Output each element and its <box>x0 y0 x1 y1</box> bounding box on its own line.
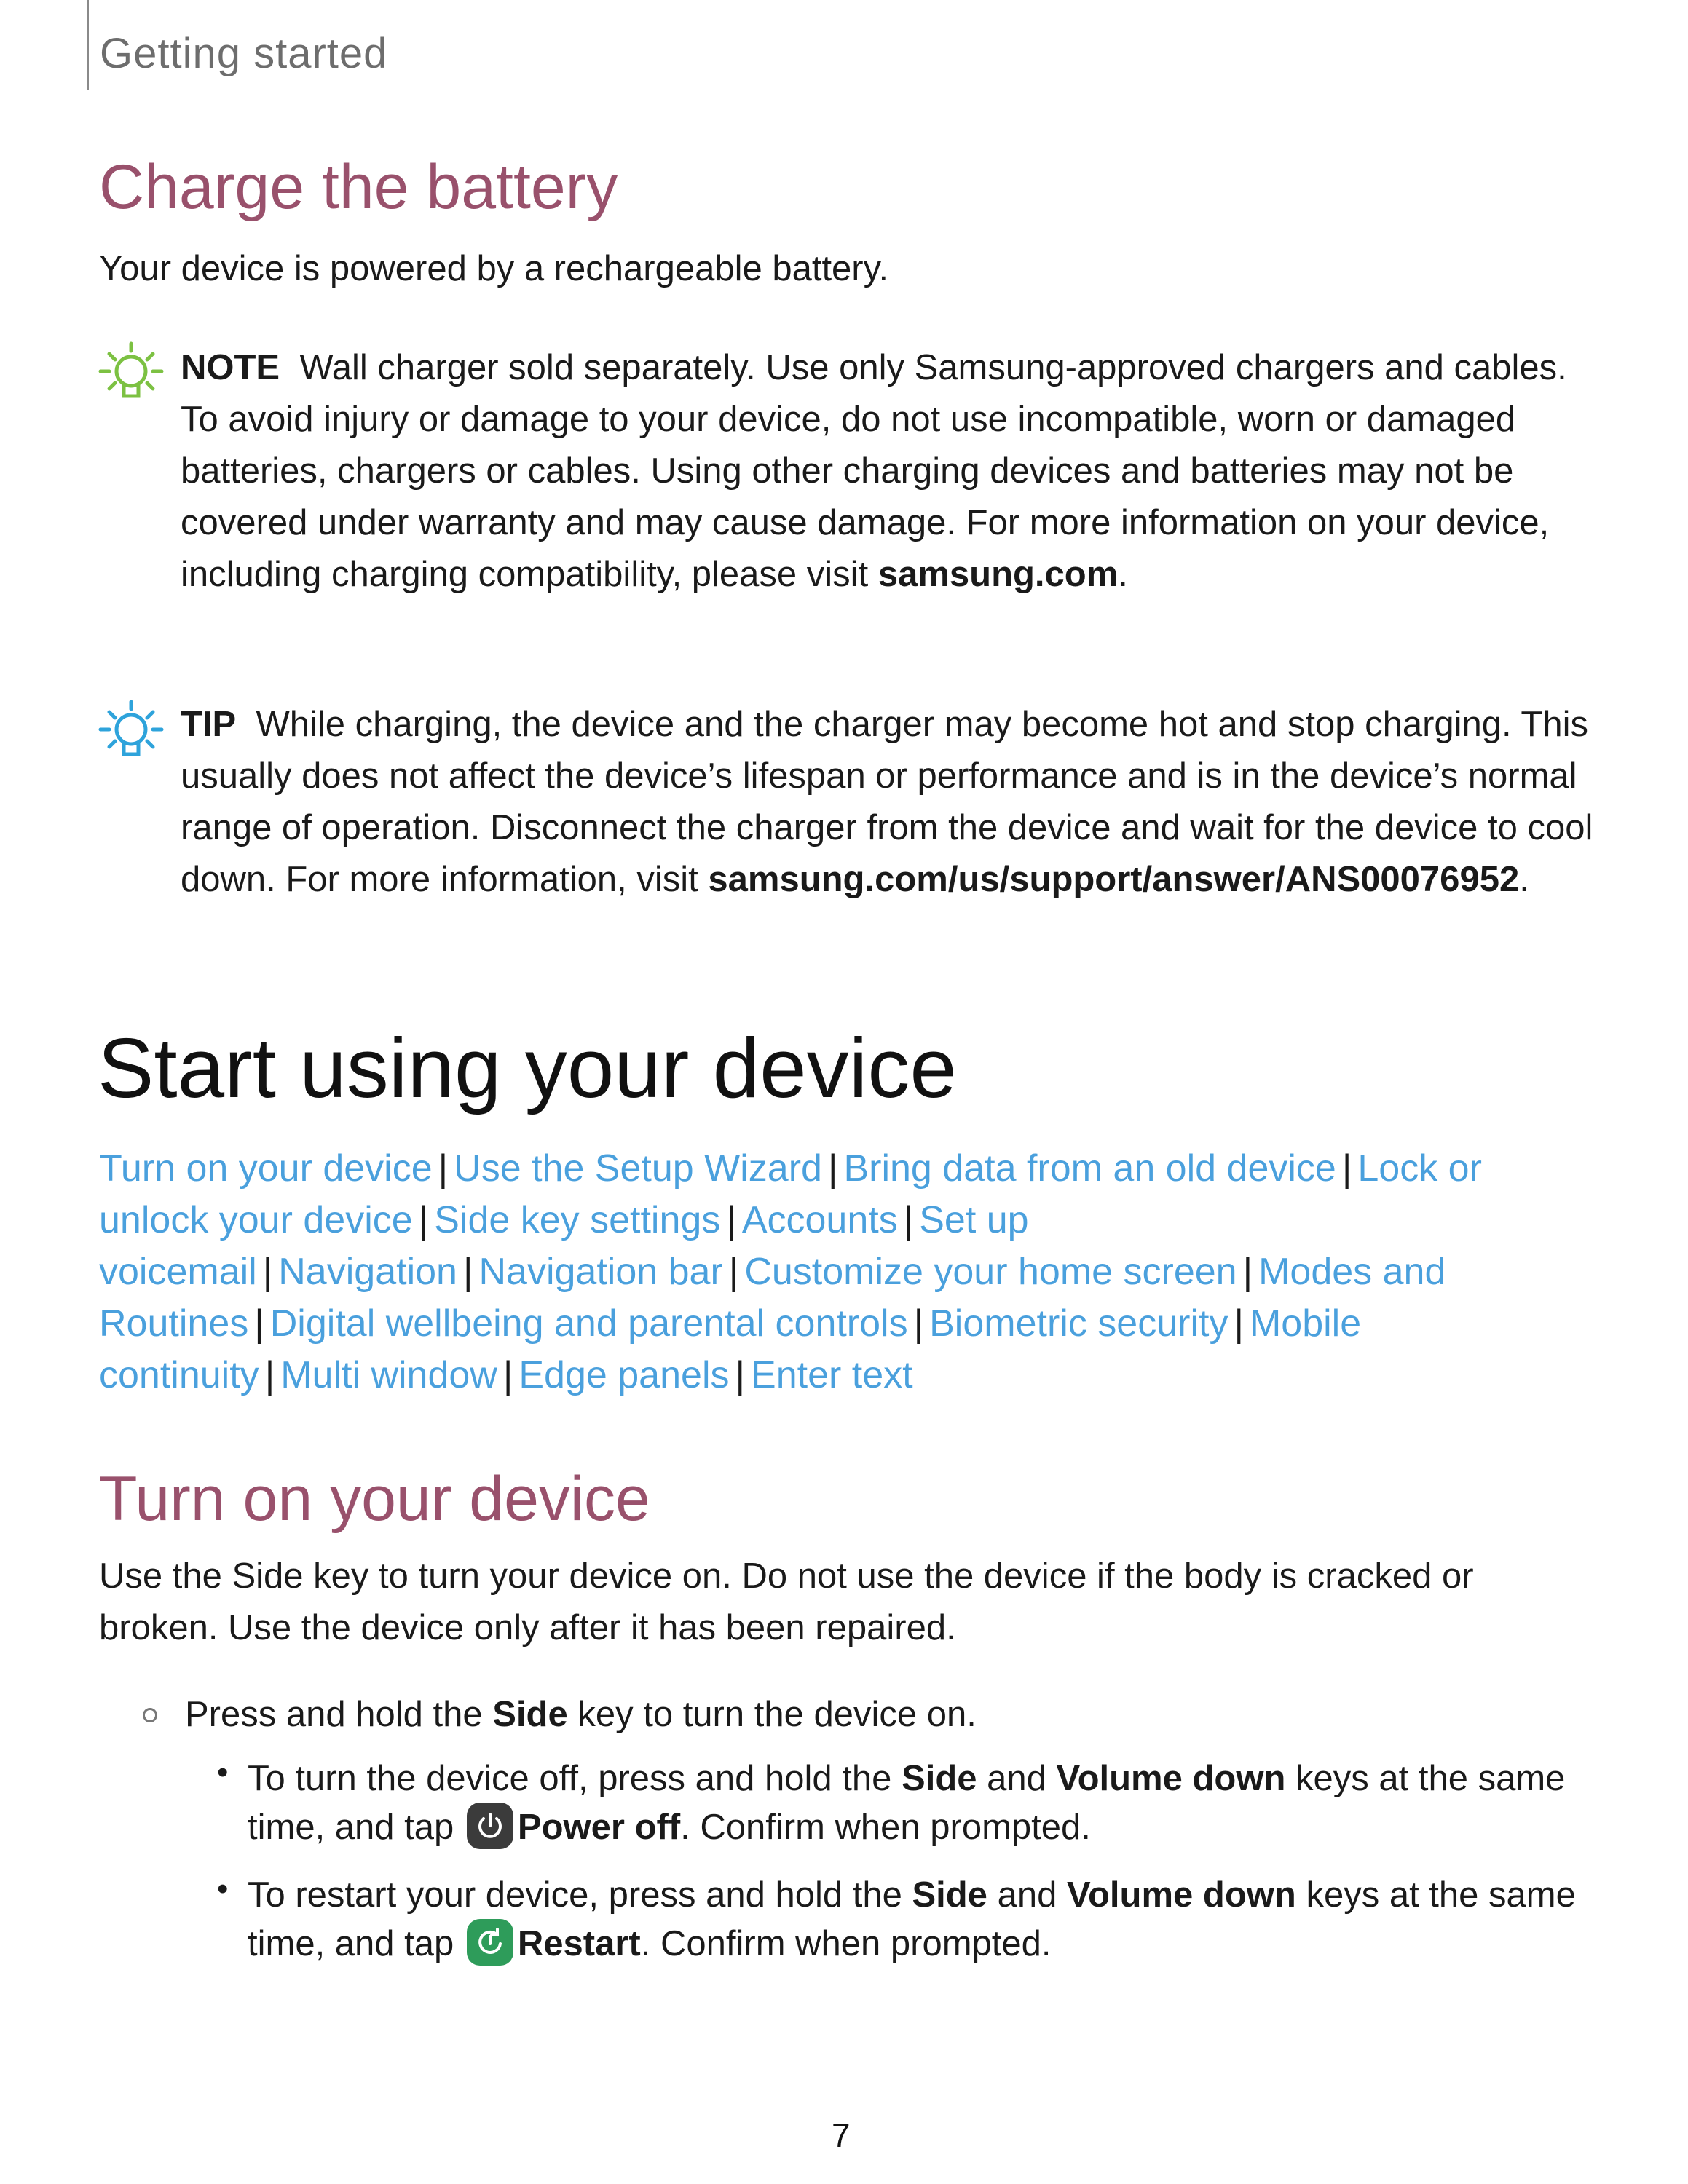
restart-label: Restart <box>517 1924 641 1963</box>
link-separator: | <box>254 1302 264 1345</box>
link-separator: | <box>264 1354 275 1396</box>
link-separator: | <box>827 1147 838 1190</box>
page-number: 7 <box>832 2116 851 2154</box>
step-text <box>185 1689 977 1741</box>
sub1-key2: Volume down <box>1056 1759 1286 1798</box>
topic-link[interactable]: Turn on your device <box>99 1147 433 1190</box>
link-separator: | <box>438 1147 449 1190</box>
step-pre: Press and hold the <box>185 1695 483 1734</box>
sub2-key2: Volume down <box>1066 1875 1296 1915</box>
link-separator: | <box>418 1199 429 1241</box>
tip-text: While charging, the device and the charger may become hot and stop charging. This usually does not affect the device’s lifespan or performance and is in the device’s normal range of operation. Disconnect the charger from the device and wait for the device to cool down. For more information, visit <box>181 705 1593 899</box>
topic-link[interactable]: Modes and Routines <box>99 1251 1446 1345</box>
link-separator: | <box>502 1354 513 1396</box>
note-callout <box>181 342 1601 601</box>
topic-link[interactable]: Biometric security <box>929 1302 1228 1345</box>
link-separator: | <box>735 1354 746 1396</box>
tip-link[interactable]: samsung.com/us/support/answer/ANS00076952 <box>708 860 1520 899</box>
note-end: . <box>1118 555 1128 594</box>
tip-end: . <box>1519 860 1529 899</box>
header-rule <box>87 0 89 90</box>
topic-link[interactable]: Accounts <box>741 1199 898 1241</box>
sub-bullet-icon: • <box>217 1871 229 1907</box>
charge-intro: Your device is powered by a rechargeable battery. <box>99 249 889 288</box>
link-separator: | <box>1242 1251 1253 1293</box>
sub2-key1: Side <box>912 1875 987 1915</box>
tip-label: TIP <box>181 705 237 744</box>
sub1-key1: Side <box>902 1759 977 1798</box>
link-separator: | <box>726 1199 736 1241</box>
link-separator: | <box>913 1302 924 1345</box>
sub2-mid: keys at the same time, and tap <box>248 1875 1576 1963</box>
restart-icon <box>467 1919 513 1966</box>
start-title: Start using your device <box>98 1021 957 1115</box>
topic-links <box>99 1143 1592 1401</box>
link-separator: | <box>728 1251 739 1293</box>
topic-link[interactable]: Set up voicemail <box>99 1199 1029 1293</box>
link-separator: | <box>262 1251 273 1293</box>
sub2-post: . Confirm when prompted. <box>640 1924 1052 1963</box>
topic-link[interactable]: Mobile continuity <box>99 1302 1362 1396</box>
sub1-and: and <box>987 1759 1046 1798</box>
sub2-and: and <box>997 1875 1057 1915</box>
topic-link[interactable]: Navigation bar <box>478 1251 723 1293</box>
link-separator: | <box>1341 1147 1352 1190</box>
tip-callout <box>181 699 1601 906</box>
header-section: Getting started <box>100 30 388 77</box>
note-text: Wall charger sold separately. Use only Samsung-approved chargers and cables. To avoid injury or damage to your device, do not use incompatible, worn or damaged batteries, chargers or cables. Using other charging devices and batteries may not be covered under warranty and may cause damage. For more information on your device, including charging compatibility, please visit <box>181 348 1567 594</box>
tip-lightbulb-icon <box>96 696 166 766</box>
power-off-label: Power off <box>517 1808 681 1847</box>
step-post: key to turn the device on. <box>577 1695 977 1734</box>
topic-link[interactable]: Bring data from an old device <box>843 1147 1336 1190</box>
topic-link[interactable]: Navigation <box>278 1251 457 1293</box>
sub-step-power-off <box>248 1754 1595 1851</box>
topic-link[interactable]: Lock or unlock your device <box>99 1147 1482 1241</box>
note-lightbulb-icon <box>96 338 166 408</box>
link-separator: | <box>903 1199 914 1241</box>
charge-title: Charge the battery <box>99 152 618 222</box>
topic-link[interactable]: Edge panels <box>518 1354 730 1396</box>
topic-link[interactable]: Multi window <box>280 1354 497 1396</box>
power-icon <box>467 1803 513 1849</box>
sub1-pre: To turn the device off, press and hold the <box>248 1759 892 1798</box>
sub1-post: . Confirm when prompted. <box>680 1808 1091 1847</box>
topic-link[interactable]: Enter text <box>751 1354 913 1396</box>
note-link[interactable]: samsung.com <box>877 555 1119 594</box>
sub1-mid: keys at the same time, and tap <box>248 1759 1566 1847</box>
topic-link[interactable]: Use the Setup Wizard <box>454 1147 822 1190</box>
link-separator: | <box>462 1251 473 1293</box>
link-separator: | <box>1234 1302 1244 1345</box>
sub2-pre: To restart your device, press and hold the <box>248 1875 902 1915</box>
note-label: NOTE <box>181 348 280 387</box>
topic-link[interactable]: Side key settings <box>434 1199 721 1241</box>
step-bullet-icon <box>143 1708 157 1722</box>
turnon-intro: Use the Side key to turn your device on. Do not use the device if the body is cracked or broken. Use the device only after it has been repaired. <box>99 1556 1474 1647</box>
step-key: Side <box>492 1695 568 1734</box>
sub-step-restart <box>248 1871 1595 1968</box>
topic-link[interactable]: Customize your home screen <box>744 1251 1237 1293</box>
sub-bullet-icon: • <box>217 1754 229 1790</box>
turnon-title: Turn on your device <box>99 1464 650 1534</box>
topic-link[interactable]: Digital wellbeing and parental controls <box>269 1302 908 1345</box>
